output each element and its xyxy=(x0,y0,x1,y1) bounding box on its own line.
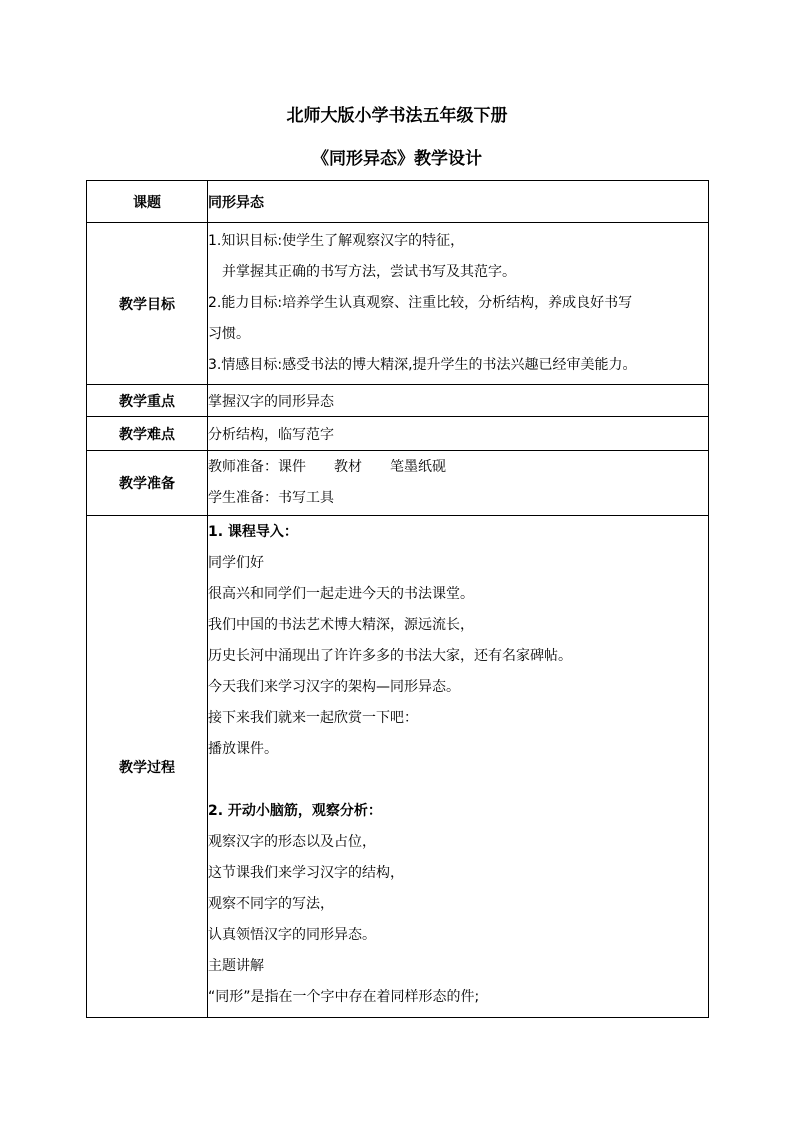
process-line: 观察汉字的形态以及占位， xyxy=(208,834,376,850)
preparation-line: 学生准备：书写工具 xyxy=(208,490,334,506)
process-label: 教学过程 xyxy=(87,516,208,1018)
goal-line: 习惯。 xyxy=(208,326,250,342)
goal-line: 1.知识目标:使学生了解观察汉字的特征， xyxy=(208,233,465,249)
goals-content xyxy=(208,223,709,385)
process-line: 我们中国的书法艺术博大精深，源远流长， xyxy=(208,617,474,633)
process-line: 2. 开动小脑筋，观察分析： xyxy=(208,803,382,819)
document-subtitle: 《同形异态》教学设计 xyxy=(312,149,482,169)
process-line: 播放课件。 xyxy=(208,741,278,757)
process-line: 这节课我们来学习汉字的结构， xyxy=(208,865,404,881)
topic-label: 课题 xyxy=(87,181,208,223)
goal-line: 并掌握其正确的书写方法，尝试书写及其范字。 xyxy=(222,264,516,280)
process-line: 很高兴和同学们一起走进今天的书法课堂。 xyxy=(208,586,474,602)
table-row-process xyxy=(87,516,709,1018)
process-line: 同学们好 xyxy=(208,555,264,571)
difficulties-value: 分析结构，临写范字 xyxy=(208,417,709,451)
topic-value: 同形异态 xyxy=(208,181,709,223)
table-row-key-points xyxy=(87,385,709,417)
document-title: 北师大版小学书法五年级下册 xyxy=(286,106,508,126)
preparation-label: 教学准备 xyxy=(87,451,208,516)
lesson-plan-table xyxy=(86,180,709,1018)
key-points-label: 教学重点 xyxy=(87,385,208,417)
process-content xyxy=(208,516,709,1018)
process-line: “同形”是指在一个字中存在着同样形态的件; xyxy=(208,989,480,1005)
process-line: 观察不同字的写法， xyxy=(208,896,334,912)
goals-label: 教学目标 xyxy=(87,223,208,385)
process-line: 接下来我们就来一起欣赏一下吧： xyxy=(208,710,418,726)
process-line: 1. 课程导入： xyxy=(208,524,298,540)
table-row-preparation xyxy=(87,451,709,516)
blank-line xyxy=(208,765,708,796)
table-row-goals xyxy=(87,223,709,385)
process-line: 历史长河中涌现出了许许多多的书法大家，还有名家碑帖。 xyxy=(208,648,572,664)
difficulties-label: 教学难点 xyxy=(87,417,208,451)
goal-line: 3.情感目标:感受书法的博大精深,提升学生的书法兴趣已经审美能力。 xyxy=(208,357,637,373)
process-line: 今天我们来学习汉字的架构—同形异态。 xyxy=(208,679,460,695)
process-line: 认真领悟汉字的同形异态。 xyxy=(208,927,376,943)
goal-line: 2.能力目标:培养学生认真观察、注重比较，分析结构，养成良好书写 xyxy=(208,295,633,311)
preparation-content xyxy=(208,451,709,516)
process-line: 主题讲解 xyxy=(208,958,264,974)
table-row-difficulties xyxy=(87,417,709,451)
table-row-topic xyxy=(87,181,709,223)
key-points-value: 掌握汉字的同形异态 xyxy=(208,385,709,417)
preparation-line: 教师准备：课件 教材 笔墨纸砚 xyxy=(208,459,446,475)
